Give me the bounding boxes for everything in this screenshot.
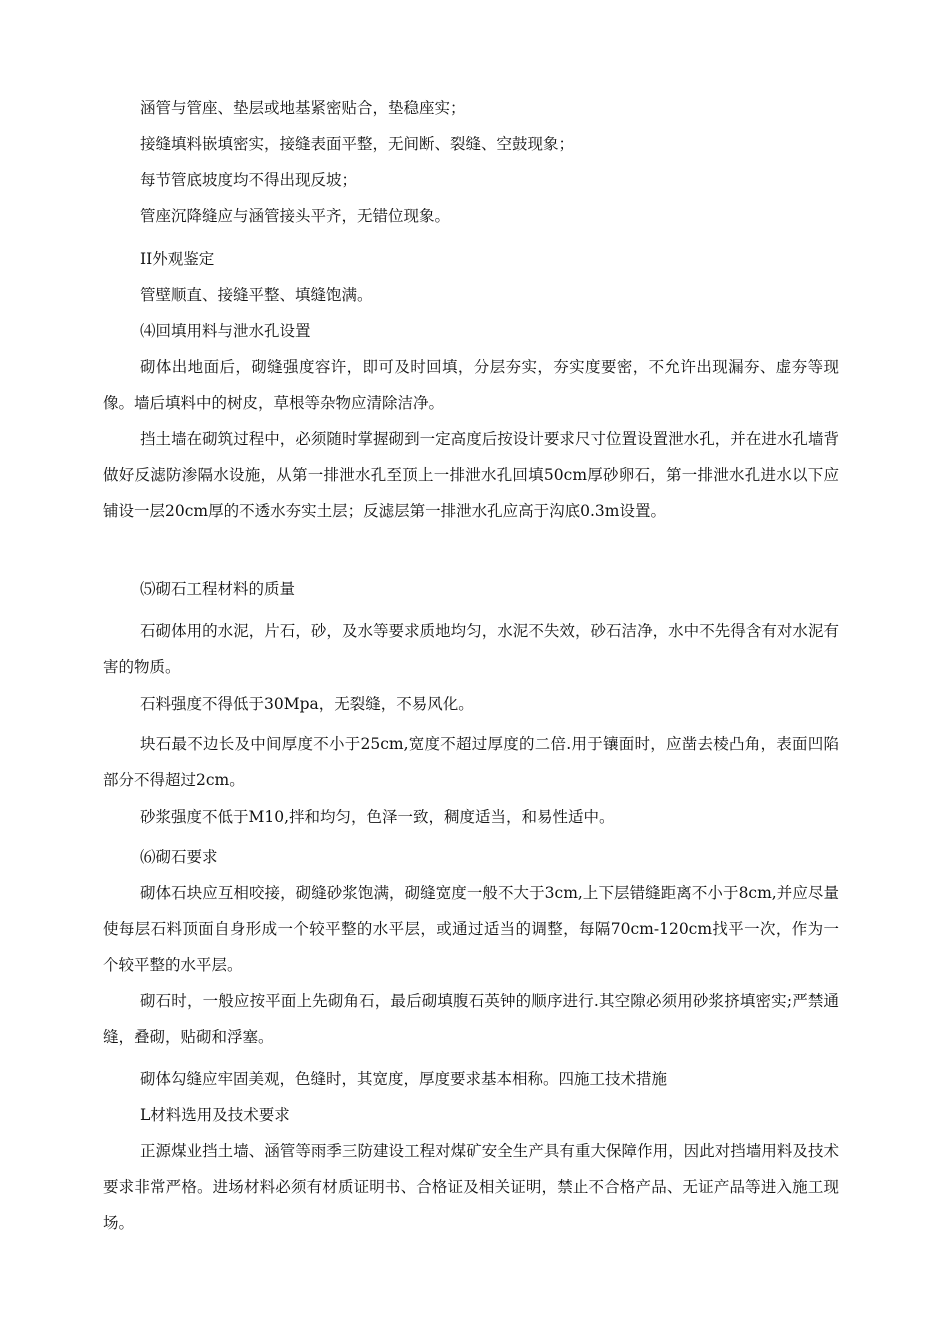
paragraph-stone-strength: 石料强度不得低于30Mpa，无裂缝，不易风化。 — [140, 695, 474, 713]
paragraph-pointing: 砌体勾缝应牢固美观，色缝时，其宽度，厚度要求基本相称。四施工技术措施 — [140, 1070, 668, 1088]
heading-backfill-drainage: ⑷回填用料与泄水孔设置 — [140, 322, 311, 340]
paragraph-stone-interlock: 砌体石块应互相咬接，砌缝砂浆饱满，砌缝宽度一般不大于3cm,上下层错缝距离不小于8cm,并应尽量使每层石料顶面自身形成一个较平整的水平层，或通过适当的调整，每隔70cm-120cm找平一次，作为一个较平整的水平层。 — [103, 884, 839, 974]
paragraph-pipe-bedding: 涵管与管座、垫层或地基紧密贴合，垫稳座实； — [140, 99, 466, 117]
paragraph-cement-stone: 石砌体用的水泥，片石，砂，及水等要求质地均匀，水泥不失效，砂石洁净，水中不先得含有对水泥有害的物质。 — [103, 622, 839, 676]
paragraph-pipe-wall: 管壁顺直、接缝平整、填缝饱满。 — [140, 286, 373, 304]
heading-masonry-materials: ⑸砌石工程材料的质量 — [140, 580, 296, 598]
paragraph-project-materials: 正源煤业挡土墙、涵管等雨季三防建设工程对煤矿安全生产具有重大保障作用，因此对挡墙用料及技术要求非常严格。进场材料必须有材质证明书、合格证及相关证明，禁止不合格产品、无证产品等进入施工现场。 — [103, 1142, 839, 1232]
heading-appearance-check: II外观鉴定 — [140, 250, 215, 268]
paragraph-pipe-slope: 每节管底坡度均不得出现反坡； — [140, 171, 358, 189]
paragraph-block-stone: 块石最不边长及中间厚度不小于25cm,宽度不超过厚度的二倍.用于镶面时，应凿去棱凸角，表面凹陷部分不得超过2cm。 — [103, 735, 839, 789]
heading-material-selection: L材料选用及技术要求 — [140, 1106, 290, 1124]
paragraph-laying-order: 砌石时，一般应按平面上先砌角石，最后砌填腹石英钟的顺序进行.其空隙必须用砂浆挤填密实;严禁通缝，叠砌，贴砌和浮塞。 — [103, 992, 839, 1046]
paragraph-mortar: 砂浆强度不低于M10,拌和均匀，色泽一致，稠度适当，和易性适中。 — [140, 808, 615, 826]
heading-masonry-requirements: ⑹砌石要求 — [140, 848, 218, 866]
paragraph-weep-holes: 挡土墙在砌筑过程中，必须随时掌握砌到一定高度后按设计要求尺寸位置设置泄水孔，并在进水孔墙背做好反滤防渗隔水设施，从第一排泄水孔至顶上一排泄水孔回填50cm厚砂卵石，第一排泄水孔进水以下应铺设一层20cm厚的不透水夯实土层；反滤层第一排泄水孔应高于沟底0.3m设置。 — [103, 430, 839, 520]
paragraph-joint-filling: 接缝填料嵌填密实，接缝表面平整，无间断、裂缝、空鼓现象； — [140, 135, 575, 153]
paragraph-backfill: 砌体出地面后，砌缝强度容许，即可及时回填，分层夯实，夯实度要密，不允许出现漏夯、虚夯等现像。墙后填料中的树皮，草根等杂物应清除洁净。 — [103, 358, 839, 412]
paragraph-settlement-joint: 管座沉降缝应与涵管接头平齐，无错位现象。 — [140, 207, 451, 225]
